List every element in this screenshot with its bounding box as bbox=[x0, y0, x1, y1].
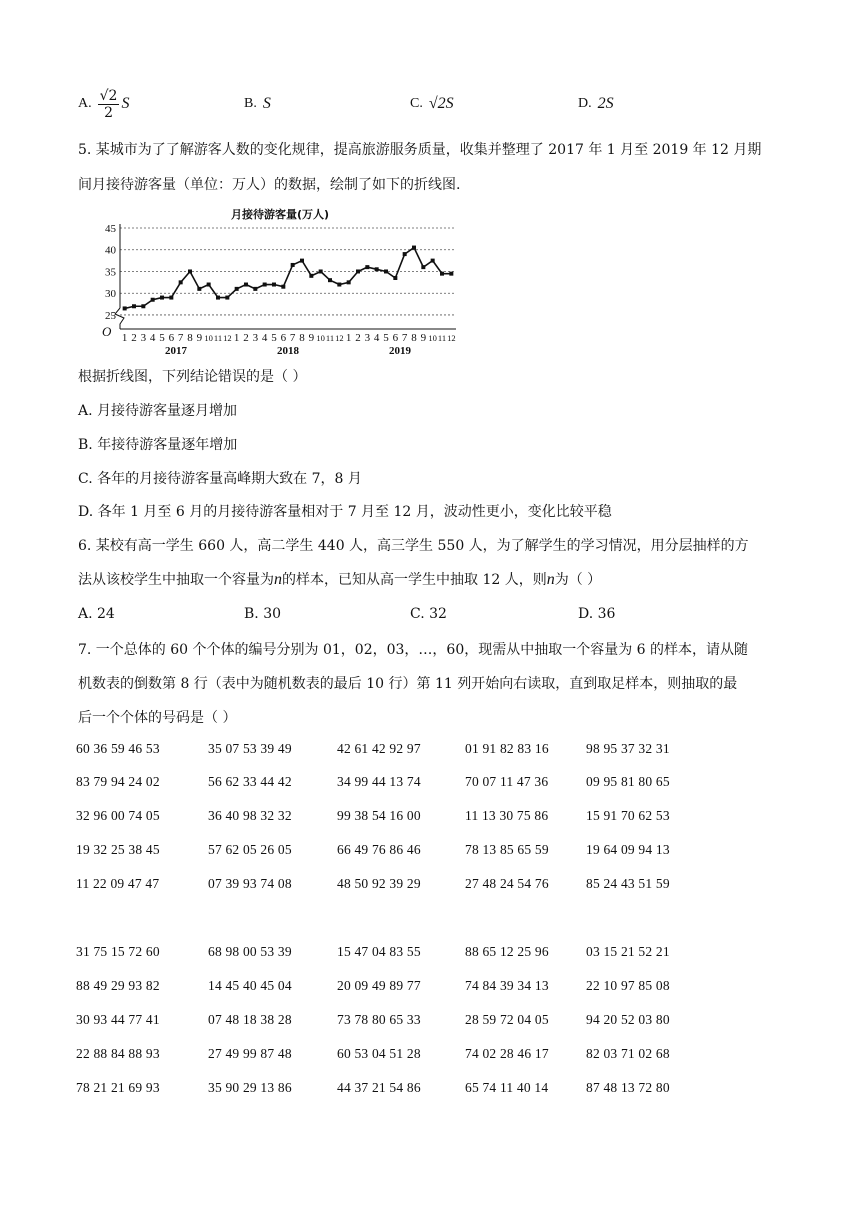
random-number-group: 07 39 93 74 08 bbox=[208, 876, 292, 891]
chart-year-labels bbox=[165, 345, 412, 357]
x-tick-label: 10 bbox=[204, 333, 213, 343]
random-number-group: 99 38 54 16 00 bbox=[337, 808, 421, 823]
random-number-group: 74 84 39 34 13 bbox=[465, 978, 549, 993]
random-number-group: 19 32 25 38 45 bbox=[76, 842, 160, 857]
random-number-group: 36 40 98 32 32 bbox=[208, 808, 292, 823]
x-tick-label: 2 bbox=[355, 332, 361, 344]
random-number-group: 14 45 40 45 04 bbox=[208, 978, 292, 993]
q5-stem-line2: 间月接待游客量（单位：万人）的数据，绘制了如下的折线图. bbox=[78, 177, 461, 193]
data-point bbox=[412, 246, 416, 250]
random-number-group: 42 61 42 92 97 bbox=[337, 741, 421, 756]
chart-origin-label: O bbox=[102, 324, 112, 339]
random-number-group: 65 74 11 40 14 bbox=[465, 1080, 549, 1095]
option-label: D. bbox=[578, 96, 592, 111]
x-tick-label: 1 bbox=[345, 332, 352, 344]
axis-break bbox=[115, 308, 124, 329]
x-tick-label: 4 bbox=[149, 332, 156, 344]
random-number-group: 70 07 11 47 36 bbox=[465, 774, 549, 789]
option-text: S bbox=[262, 95, 271, 112]
data-point bbox=[272, 283, 276, 287]
data-point bbox=[421, 265, 425, 269]
q6-stem-part: 的样本，已知从高一学生中抽取 12 人，则 bbox=[282, 572, 547, 588]
random-number-group: 88 49 29 93 82 bbox=[76, 978, 160, 993]
data-point bbox=[253, 287, 257, 291]
y-tick-label: 30 bbox=[105, 288, 116, 301]
q7-stem-line3: 后一个个体的号码是（ ） bbox=[78, 710, 237, 726]
q5-option-a: A. 月接待游客量逐月增加 bbox=[78, 403, 238, 419]
data-point bbox=[225, 296, 229, 300]
option-label: A. bbox=[78, 96, 92, 111]
series-line bbox=[125, 248, 452, 309]
q4-option-a bbox=[78, 86, 129, 122]
data-point bbox=[449, 272, 453, 276]
chart-y-ticks bbox=[105, 223, 117, 322]
random-number-group: 98 95 37 32 31 bbox=[586, 741, 670, 756]
random-number-group: 11 22 09 47 47 bbox=[76, 876, 160, 891]
data-point bbox=[393, 276, 397, 280]
q5-option-d: D. 各年 1 月至 6 月的月接待游客量相对于 7 月至 12 月，波动性更小，变化比较平稳 bbox=[78, 504, 612, 520]
x-tick-label: 3 bbox=[140, 332, 147, 344]
random-number-group: 19 64 09 94 13 bbox=[586, 842, 670, 857]
random-number-group: 74 02 28 46 17 bbox=[465, 1046, 549, 1061]
data-point bbox=[403, 252, 407, 256]
x-tick-label: 6 bbox=[168, 332, 175, 344]
data-point bbox=[375, 267, 379, 271]
random-number-group: 27 48 24 54 76 bbox=[465, 876, 549, 891]
option-label: C. bbox=[410, 96, 423, 111]
x-tick-label: 8 bbox=[299, 332, 305, 344]
q7-stem-line2: 机数表的倒数第 8 行（表中为随机数表的最后 10 行）第 11 列开始向右读取，直到取足样本，则抽取的最 bbox=[78, 676, 738, 692]
variable-n: n bbox=[274, 571, 282, 588]
x-tick-label: 7 bbox=[289, 332, 296, 344]
q5-question: 根据折线图，下列结论错误的是（ ） bbox=[78, 369, 307, 385]
y-tick-label: 45 bbox=[105, 223, 116, 235]
random-number-group: 09 95 81 80 65 bbox=[586, 774, 670, 789]
y-tick-label: 40 bbox=[105, 244, 116, 257]
chart-axes bbox=[115, 224, 456, 329]
data-point bbox=[263, 283, 267, 287]
x-tick-label: 10 bbox=[428, 333, 437, 343]
random-number-group: 68 98 00 53 39 bbox=[208, 944, 292, 959]
data-point bbox=[347, 280, 351, 284]
visitor-line-chart bbox=[94, 198, 466, 358]
data-point bbox=[356, 269, 360, 273]
random-number-group: 57 62 05 26 05 bbox=[208, 842, 292, 857]
x-tick-label: 9 bbox=[308, 332, 315, 344]
q6-option-c: C. 32 bbox=[410, 606, 447, 622]
x-tick-label: 12 bbox=[447, 333, 456, 343]
data-point bbox=[207, 283, 211, 287]
q4-option-c bbox=[410, 86, 454, 122]
data-point bbox=[291, 263, 295, 267]
random-number-group: 44 37 21 54 86 bbox=[337, 1080, 421, 1095]
data-point bbox=[216, 296, 220, 300]
data-point bbox=[319, 269, 323, 273]
y-tick-label: 35 bbox=[105, 266, 116, 279]
random-number-group: 03 15 21 52 21 bbox=[586, 944, 670, 959]
x-tick-label: 5 bbox=[383, 332, 389, 344]
fraction-denominator: 2 bbox=[104, 104, 113, 121]
chart-grid bbox=[120, 228, 456, 315]
x-tick-label: 8 bbox=[411, 332, 417, 344]
data-point bbox=[179, 280, 183, 284]
y-tick-label: 25 bbox=[105, 309, 116, 322]
q6-option-d: D. 36 bbox=[578, 606, 616, 622]
random-number-group: 85 24 43 51 59 bbox=[586, 876, 670, 891]
fraction bbox=[98, 88, 120, 121]
q6-stem-part: 为（ ） bbox=[554, 572, 602, 588]
data-point bbox=[235, 287, 239, 291]
x-tick-label: 9 bbox=[420, 332, 427, 344]
random-number-group: 22 10 97 85 08 bbox=[586, 978, 670, 993]
x-tick-label: 3 bbox=[364, 332, 371, 344]
x-tick-label: 4 bbox=[261, 332, 268, 344]
chart-x-ticks bbox=[122, 332, 456, 344]
data-point bbox=[151, 298, 155, 302]
data-point bbox=[440, 272, 444, 276]
random-number-group: 01 91 82 83 16 bbox=[465, 741, 549, 756]
x-tick-label: 5 bbox=[271, 332, 277, 344]
random-number-group: 73 78 80 65 33 bbox=[337, 1012, 421, 1027]
random-number-group: 88 65 12 25 96 bbox=[465, 944, 549, 959]
data-point bbox=[169, 296, 173, 300]
data-point bbox=[431, 259, 435, 263]
random-number-group: 22 88 84 88 93 bbox=[76, 1046, 160, 1061]
random-number-group: 07 48 18 38 28 bbox=[208, 1012, 292, 1027]
x-tick-label: 1 bbox=[233, 332, 240, 344]
random-number-group: 31 75 15 72 60 bbox=[76, 944, 160, 959]
q6-option-a: A. 24 bbox=[78, 606, 115, 622]
x-tick-label: 10 bbox=[316, 333, 325, 343]
option-text: √2S bbox=[428, 95, 454, 112]
data-point bbox=[123, 306, 127, 310]
q5-option-b: B. 年接待游客量逐年增加 bbox=[78, 437, 238, 453]
random-number-group: 60 36 59 46 53 bbox=[76, 741, 160, 756]
random-number-group: 35 90 29 13 86 bbox=[208, 1080, 292, 1095]
random-number-group: 78 21 21 69 93 bbox=[76, 1080, 160, 1095]
option-label: B. bbox=[244, 96, 257, 111]
x-tick-label: 2 bbox=[243, 332, 249, 344]
year-label: 2017 bbox=[165, 345, 187, 357]
data-point bbox=[132, 304, 136, 308]
fraction-numerator: √2 bbox=[99, 87, 118, 104]
x-tick-label: 11 bbox=[325, 333, 335, 343]
random-number-group: 48 50 92 39 29 bbox=[337, 876, 421, 891]
random-number-group: 15 91 70 62 53 bbox=[586, 808, 670, 823]
data-point bbox=[384, 269, 388, 273]
x-tick-label: 12 bbox=[335, 333, 344, 343]
random-number-group: 60 53 04 51 28 bbox=[337, 1046, 421, 1061]
q6-option-b: B. 30 bbox=[244, 606, 282, 622]
q6-stem-line2 bbox=[78, 570, 601, 590]
data-point bbox=[244, 283, 248, 287]
random-number-group: 27 49 99 87 48 bbox=[208, 1046, 292, 1061]
data-point bbox=[160, 296, 164, 300]
q5-stem-line1: 5. 某城市为了了解游客人数的变化规律，提高旅游服务质量，收集并整理了 2017 年 1 月至 2019 年 12 月期 bbox=[78, 142, 762, 158]
option-text: 2S bbox=[597, 95, 614, 112]
q5-option-c: C. 各年的月接待游客量高峰期大致在 7，8 月 bbox=[78, 471, 362, 487]
data-point bbox=[197, 287, 201, 291]
q6-stem-line1: 6. 某校有高一学生 660 人，高二学生 440 人，高三学生 550 人，为了解学生的学习情况，用分层抽样的方 bbox=[78, 538, 749, 554]
random-number-group: 94 20 52 03 80 bbox=[586, 1012, 670, 1027]
x-tick-label: 11 bbox=[213, 333, 223, 343]
x-tick-label: 11 bbox=[437, 333, 447, 343]
data-point bbox=[337, 283, 341, 287]
random-number-group: 83 79 94 24 02 bbox=[76, 774, 160, 789]
random-number-group: 28 59 72 04 05 bbox=[465, 1012, 549, 1027]
random-number-group: 87 48 13 72 80 bbox=[586, 1080, 670, 1095]
year-label: 2019 bbox=[389, 345, 411, 357]
x-tick-label: 4 bbox=[373, 332, 380, 344]
random-number-group: 66 49 76 86 46 bbox=[337, 842, 421, 857]
x-tick-label: 7 bbox=[177, 332, 184, 344]
q7-stem-line1: 7. 一个总体的 60 个个体的编号分别为 01，02，03，…，60，现需从中抽取一个容量为 6 的样本，请从随 bbox=[78, 642, 749, 658]
series-points bbox=[123, 246, 454, 311]
random-number-group: 34 99 44 13 74 bbox=[337, 774, 421, 789]
x-tick-label: 1 bbox=[121, 332, 128, 344]
random-number-group: 32 96 00 74 05 bbox=[76, 808, 160, 823]
x-tick-label: 12 bbox=[223, 333, 232, 343]
random-number-group: 78 13 85 65 59 bbox=[465, 842, 549, 857]
x-tick-label: 2 bbox=[131, 332, 137, 344]
x-tick-label: 6 bbox=[280, 332, 287, 344]
option-variable: S bbox=[121, 95, 130, 112]
random-number-group: 11 13 30 75 86 bbox=[465, 808, 549, 823]
data-point bbox=[365, 265, 369, 269]
random-number-group: 56 62 33 44 42 bbox=[208, 774, 292, 789]
random-number-group: 20 09 49 89 77 bbox=[337, 978, 421, 993]
variable-n: n bbox=[546, 571, 555, 588]
chart-title: 月接待游客量(万人) bbox=[230, 208, 330, 221]
x-tick-label: 7 bbox=[401, 332, 408, 344]
q4-option-b bbox=[244, 86, 271, 122]
q6-stem-part: 法从该校学生中抽取一个容量为 bbox=[78, 572, 274, 588]
random-number-group: 30 93 44 77 41 bbox=[76, 1012, 160, 1027]
x-tick-label: 3 bbox=[252, 332, 259, 344]
random-number-group: 15 47 04 83 55 bbox=[337, 944, 421, 959]
data-point bbox=[281, 285, 285, 289]
data-point bbox=[328, 278, 332, 282]
x-tick-label: 8 bbox=[187, 332, 193, 344]
random-number-group: 82 03 71 02 68 bbox=[586, 1046, 670, 1061]
random-number-group: 35 07 53 39 49 bbox=[208, 741, 292, 756]
x-tick-label: 6 bbox=[392, 332, 399, 344]
data-point bbox=[300, 259, 304, 263]
data-point bbox=[141, 304, 145, 308]
data-point bbox=[188, 269, 192, 273]
q4-option-d bbox=[578, 86, 614, 122]
data-point bbox=[309, 274, 313, 278]
year-label: 2018 bbox=[277, 345, 299, 357]
x-tick-label: 9 bbox=[196, 332, 203, 344]
x-tick-label: 5 bbox=[159, 332, 165, 344]
